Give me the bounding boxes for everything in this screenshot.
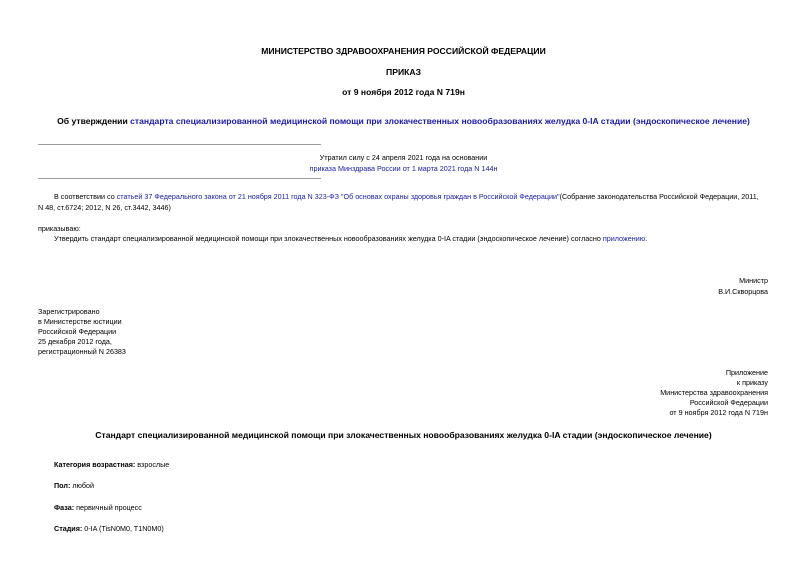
param-value: взрослые	[135, 460, 170, 469]
preamble-prefix: В соответствии со	[54, 192, 117, 201]
registration-line: 25 декабря 2012 года,	[38, 337, 112, 346]
param-label: Пол:	[54, 481, 71, 490]
appendix-line: Приложение	[725, 368, 768, 377]
param-age	[54, 460, 169, 470]
preamble-line1	[54, 192, 774, 202]
param-value: любой	[70, 481, 95, 490]
order-keyword: приказываю:	[38, 224, 81, 233]
doc-date-number: от 9 ноября 2012 года N 719н	[342, 87, 465, 97]
param-label: Категория возрастная:	[54, 460, 136, 469]
status-bottom-divider	[38, 178, 321, 179]
appendix-line: Российской Федерации	[689, 398, 768, 407]
registration-block	[38, 307, 126, 357]
status-top-divider	[38, 144, 321, 145]
param-label: Стадия:	[54, 524, 83, 533]
preamble-line2: N 48, ст.6724; 2012, N 26, ст.3442, 3446)	[38, 203, 171, 212]
appendix-line: от 9 ноября 2012 года N 719н	[669, 408, 768, 417]
signature-name: В.И.Скворцова	[718, 287, 768, 296]
doc-type-heading: ПРИКАЗ	[386, 67, 421, 77]
title-prefix: Об утверждении	[57, 116, 131, 126]
param-label: Фаза:	[54, 503, 75, 512]
registration-line: в Министерстве юстиции	[38, 317, 122, 326]
param-phase	[54, 503, 142, 513]
ministry-heading: МИНИСТЕРСТВО ЗДРАВООХРАНЕНИЯ РОССИЙСКОЙ ФЕДЕРАЦИИ	[261, 46, 546, 56]
param-sex	[54, 481, 94, 491]
signature-position: Министр	[739, 276, 768, 285]
param-stage	[54, 524, 164, 534]
standard-title: Стандарт специализированной медицинской помощи при злокачественных новообразованиях желудка 0-IA стадии (эндоскопическое лечение)	[95, 430, 712, 440]
order-text-prefix: Утвердить стандарт специализированной медицинской помощи при злокачественных новообразованиях желудка 0-IA стадии (эндоскопическое лечение) согласно	[54, 234, 603, 243]
preamble-law-link[interactable]: статьей 37 Федерального закона от 21 ноября 2011 года N 323-ФЗ "Об основах охраны здоровья граждан в Российской Федерации"	[116, 192, 560, 201]
order-appendix-link[interactable]: приложению	[602, 234, 646, 243]
registration-line: Российской Федерации	[38, 327, 117, 336]
registration-line: регистрационный N 26383	[38, 347, 126, 356]
title-standard-link[interactable]: стандарта специализированной медицинской помощи при злокачественных новообразованиях желудка 0-IA стадии (эндоскопическое лечение)	[130, 116, 750, 126]
registration-line: Зарегистрировано	[38, 307, 100, 316]
param-value: 0-IA (TisN0M0, T1N0M0)	[82, 524, 164, 533]
order-text	[54, 234, 647, 244]
param-value: первичный процесс	[74, 503, 142, 512]
appendix-line: Министерства здравоохранения	[660, 388, 768, 397]
preamble-source: (Собрание законодательства Российской Федерации, 2011,	[559, 192, 759, 201]
status-text: Утратил силу с 24 апреля 2021 года на основании	[319, 153, 488, 162]
status-repeal-link[interactable]: приказа Минздрава России от 1 марта 2021 года N 144н	[309, 164, 498, 173]
appendix-line: к приказу	[736, 378, 768, 387]
appendix-block	[660, 368, 768, 418]
document-title	[0, 116, 807, 126]
order-text-suffix: .	[645, 234, 648, 243]
